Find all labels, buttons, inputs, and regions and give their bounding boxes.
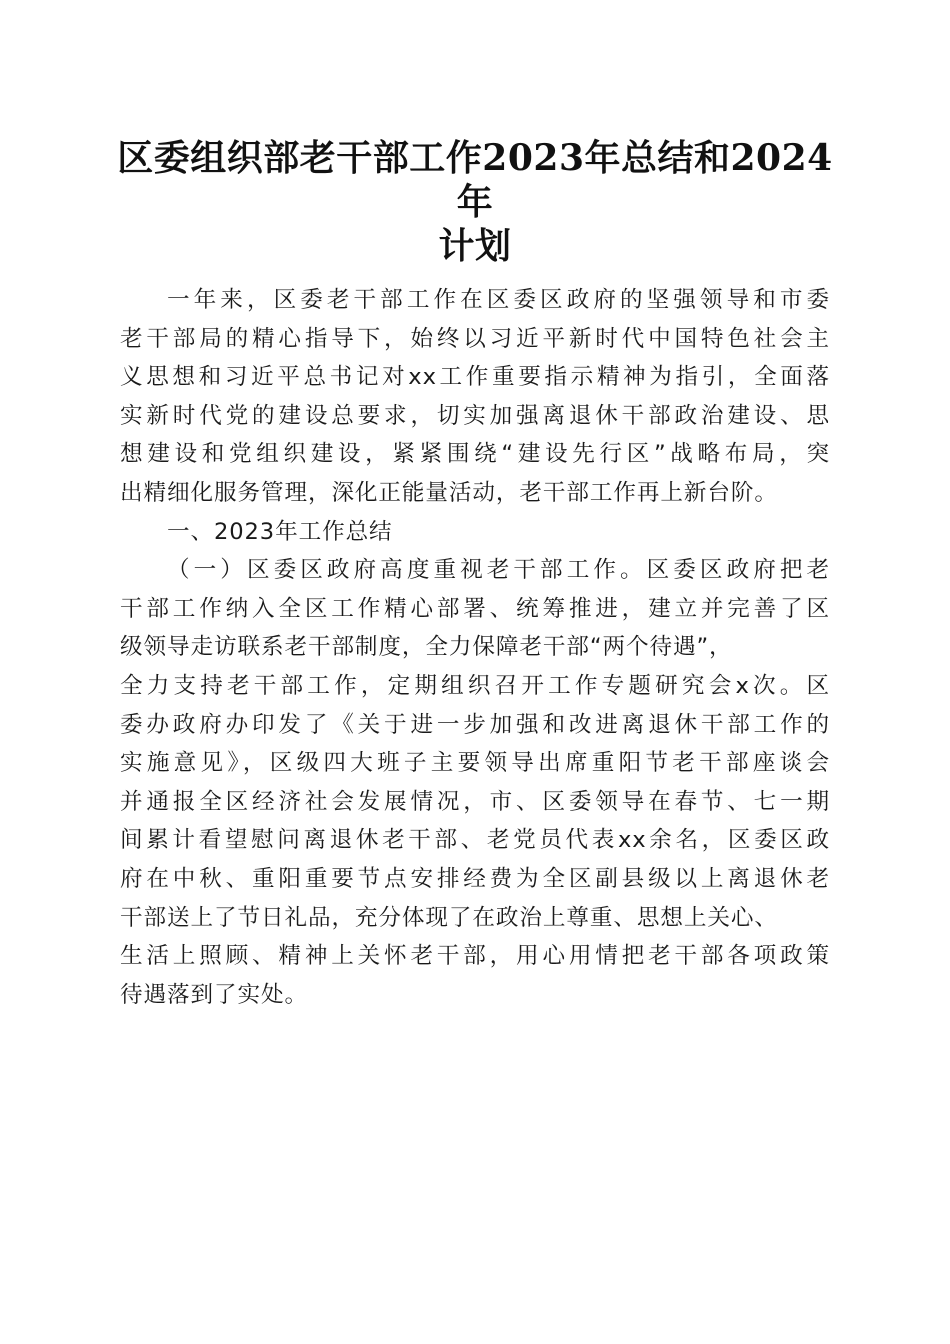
text-line: 生活上照顾、精神上关怀老干部，用心用情把老干部各项政策 (120, 943, 830, 970)
document-body (120, 281, 830, 1014)
text-line: 府在中秋、重阳重要节点安排经费为全区副县级以上离退休老 (120, 865, 830, 892)
text-line: （一）区委区政府高度重视老干部工作。区委区政府把老 (167, 557, 830, 584)
text-line: 委办政府办印发了《关于进一步加强和改进离退休干部工作的 (120, 711, 830, 738)
title-line-1: 区委组织部老干部工作2023年总结和2024年 (117, 137, 833, 223)
text-line: 出精细化服务管理，深化正能量活动，老干部工作再上新台阶。 (120, 479, 778, 506)
text-line: 义思想和习近平总书记对xx工作重要指示精神为指引，全面落 (120, 364, 830, 391)
text-line: 级领导走访联系老干部制度，全力保障老干部“两个待遇”， (120, 634, 733, 661)
text-line: 间累计看望慰问离退休老干部、老党员代表xx余名，区委区政 (120, 827, 830, 854)
section-heading (120, 513, 830, 552)
text-line: 并通报全区经济社会发展情况，市、区委领导在春节、七一期 (120, 788, 830, 815)
text-line: 实施意见》，区级四大班子主要领导出席重阳节老干部座谈会 (120, 750, 830, 777)
text-line: 待遇落到了实处。 (120, 981, 308, 1008)
text-line: 实新时代党的建设总要求，切实加强离退休干部政治建设、思 (120, 402, 830, 429)
text-line: 全力支持老干部工作，定期组织召开工作专题研究会x次。区 (120, 672, 830, 699)
text-line: 干部送上了节日礼品，充分体现了在政治上尊重、思想上关心、 (120, 904, 778, 931)
text-line: 一年来，区委老干部工作在区委区政府的坚强领导和市委 (167, 287, 830, 313)
text-line: 老干部局的精心指导下，始终以习近平新时代中国特色社会主 (120, 325, 830, 352)
page-title (100, 136, 850, 268)
section-heading-text: 一、2023年工作总结 (167, 518, 393, 545)
paragraph-summary-1 (120, 551, 830, 1014)
text-line: 想建设和党组织建设，紧紧围绕“建设先行区”战略布局，突 (120, 441, 830, 468)
title-line-2: 计划 (438, 225, 512, 267)
paragraph-intro (120, 281, 830, 513)
text-line: 干部工作纳入全区工作精心部署、统筹推进，建立并完善了区 (120, 595, 830, 622)
